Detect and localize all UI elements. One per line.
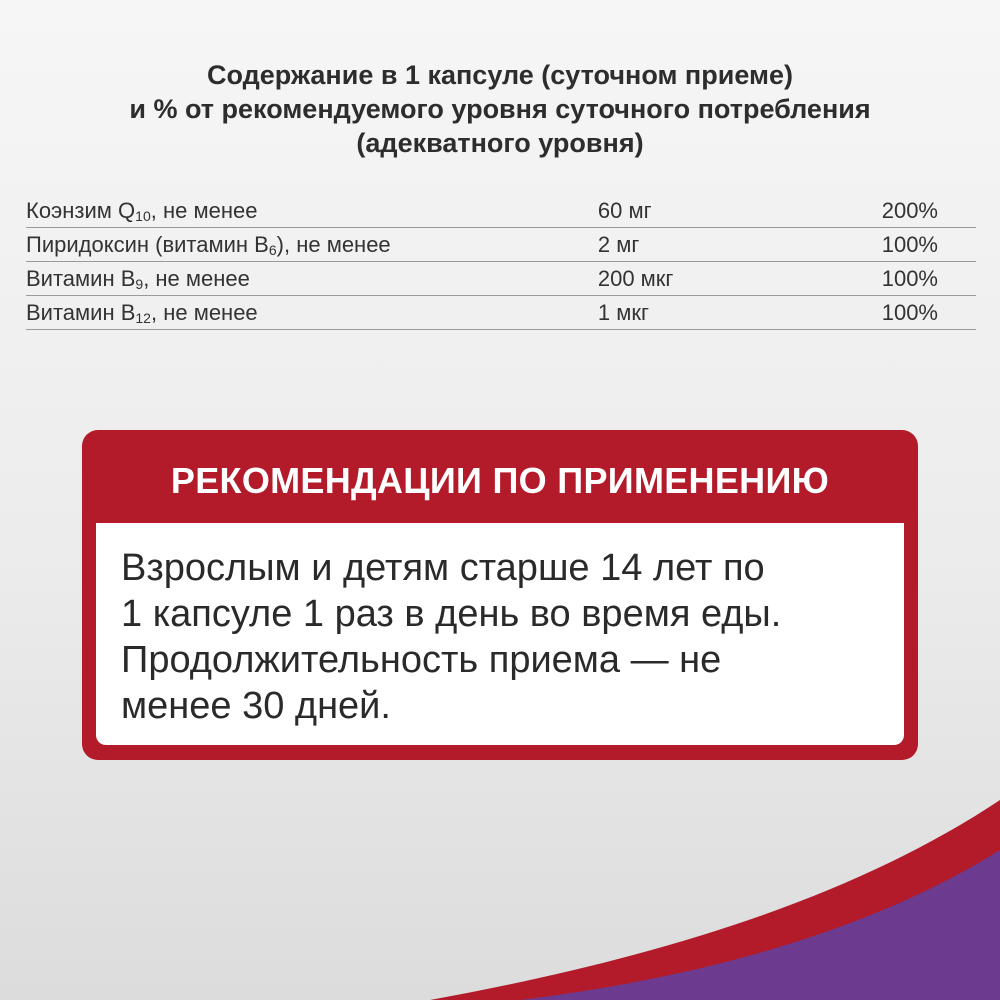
nutrient-percent: 100% [882,262,976,296]
nutrient-amount: 60 мг [598,194,882,228]
recommendations-line-1: Взрослым и детям старше 14 лет по [121,547,765,589]
nutrient-name: Витамин $B_{12}$, не менее [26,296,598,330]
nutrient-percent: 200% [882,194,976,228]
nutrient-amount: 1 мкг [598,296,882,330]
recommendations-line-4: менее 30 дней. [121,685,391,727]
recommendations-line-2: 1 капсуле 1 раз в день во время еды. [121,593,782,635]
heading-line-2: и % от рекомендуемого уровня суточного потребления [129,94,871,124]
nutrient-name: Коэнзим $Q_{10}$, не менее [26,194,598,228]
nutrient-name: Пиридоксин (витамин $B_6$), не менее [26,228,598,262]
nutrient-name: Витамин $B_9$, не менее [26,262,598,296]
nutrient-percent: 100% [882,228,976,262]
heading-line-1: Содержание в 1 капсуле (суточном приеме) [207,60,793,90]
heading-line-3: (адекватного уровня) [356,128,644,158]
nutrient-amount: 200 мкг [598,262,882,296]
recommendations-title: РЕКОМЕНДАЦИИ ПО ПРИМЕНЕНИЮ [170,460,830,501]
recommendations-line-3: Продолжительность приема — не [121,639,722,681]
nutrient-amount: 2 мг [598,228,882,262]
nutrient-percent: 100% [882,296,976,330]
